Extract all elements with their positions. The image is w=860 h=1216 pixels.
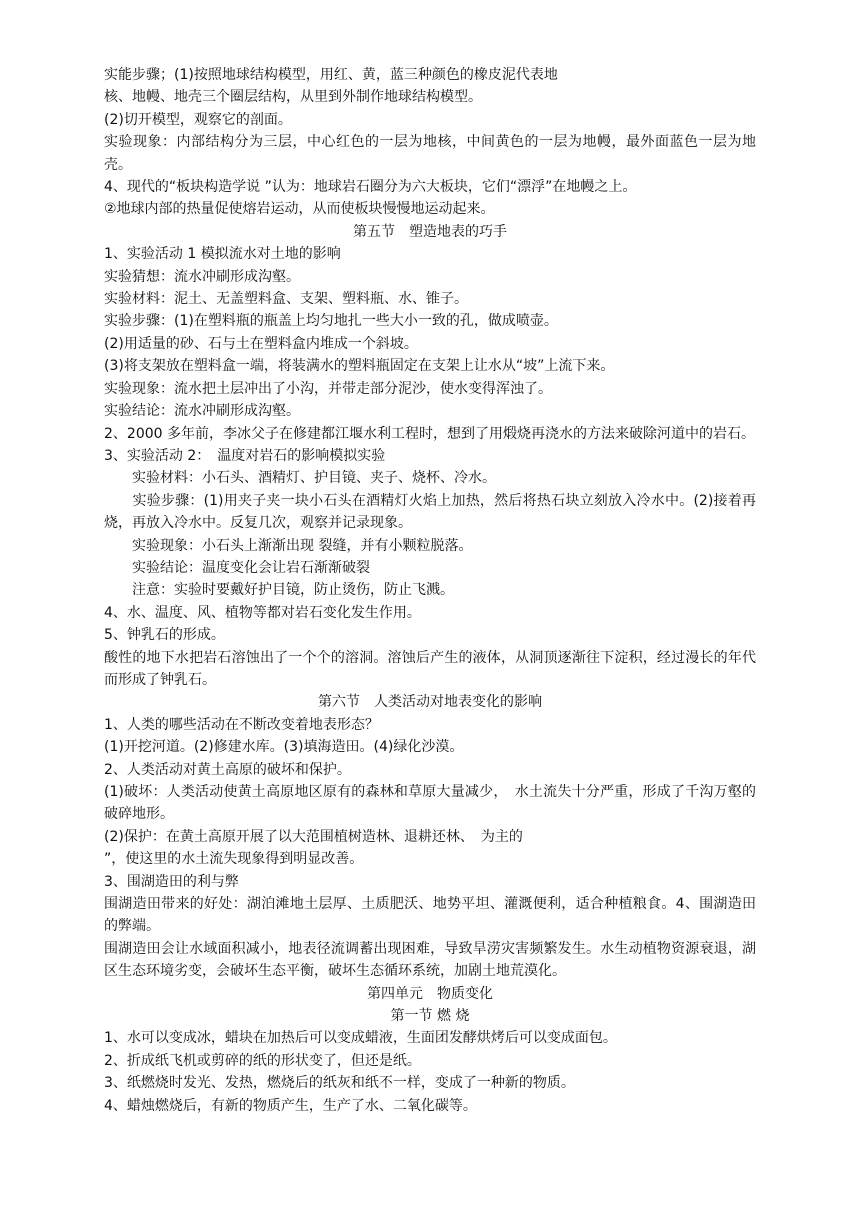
text-line: 实验现象：小石头上渐渐出现 裂缝，并有小颗粒脱落。 (132, 537, 473, 554)
text-line: 1、实验活动 1 模拟流水对土地的影响 (104, 246, 341, 263)
text-line: 实验步骤：(1)在塑料瓶的瓶盖上均匀地扎一些大小一致的孔，做成喷壶。 (104, 313, 558, 330)
text-line: 4、蜡烛燃烧后，有新的物质产生，生产了水、二氧化碳等。 (104, 1097, 477, 1114)
section-heading: 第六节 人类活动对地表变化的影响 (318, 694, 542, 711)
text-line: 实验结论：温度变化会让岩石渐渐破裂 (132, 559, 370, 576)
text-line: 实验材料：泥土、无盖塑料盒、支架、塑料瓶、水、锥子。 (104, 291, 468, 308)
text-line: 实验步骤：(1)用夹子夹一块小石头在酒精灯火焰上加热，然后将热石块立刻放入冷水中。(2)接着再烧，再放入冷水中。反复几次，观察并记录现象。 (104, 492, 756, 532)
text-line: (2)切开模型，观察它的剖面。 (104, 111, 292, 128)
text-line: 2、折成纸飞机或剪碎的纸的形状变了，但还是纸。 (104, 1052, 421, 1069)
text-line: ”，使这里的水土流失现象得到明显改善。 (104, 851, 364, 868)
text-line: 实验现象：流水把土层冲出了小沟，并带走部分泥沙，使水变得浑浊了。 (104, 380, 552, 397)
text-line: 2、2000 多年前，李冰父子在修建都江堰水利工程时，想到了用煅烧再浇水的方法来破除河道中的岩石。 (104, 425, 755, 442)
text-line: 4、现代的“板块构造学说 ”认为：地球岩石圈分为六大板块，它们“漂浮”在地幔之上。 (104, 179, 637, 196)
text-line: 围湖造田带来的好处：湖泊滩地土层厚、土质肥沃、地势平坦、灌溉便利，适合种植粮食。4、围湖造田的弊端。 (104, 896, 756, 935)
section-heading: 第一节 燃 烧 (390, 1008, 470, 1025)
text-line: 5、钟乳石的形成。 (104, 627, 225, 644)
text-line: 实验结论：流水冲刷形成沟壑。 (104, 403, 300, 420)
text-line: 4、水、温度、风、植物等都对岩石变化发生作用。 (104, 604, 421, 621)
text-line: 核、地幔、地壳三个圈层结构，从里到外制作地球结构模型。 (104, 89, 482, 106)
text-line: 1、水可以变成冰，蜡块在加热后可以变成蜡液，生面团发酵烘烤后可以变成面包。 (104, 1030, 617, 1047)
section-heading: 第五节 塑造地表的巧手 (353, 223, 507, 240)
text-line: 3、实验活动 2： 温度对岩石的影响模拟实验 (104, 447, 386, 464)
text-line: 2、人类活动对黄土高原的破坏和保护。 (104, 761, 351, 778)
text-line: ②地球内部的热量促使熔岩运动，从而使板块慢慢地运动起来。 (104, 201, 495, 218)
document-body (104, 64, 756, 1117)
text-line: (2)用适量的砂、石与土在塑料盒内堆成一个斜坡。 (104, 335, 418, 352)
text-line: 注意：实验时要戴好护目镜，防止烫伤，防止飞溅。 (132, 582, 454, 599)
text-line: 实验现象：内部结构分为三层，中心红色的一层为地核，中间黄色的一层为地幔，最外面蓝色一层为地壳。 (104, 134, 756, 173)
text-line: 3、纸燃烧时发光、发热，燃烧后的纸灰和纸不一样，变成了一种新的物质。 (104, 1075, 575, 1092)
text-line: 实验材料：小石头、酒精灯、护目镜、夹子、烧杯、冷水。 (132, 470, 496, 487)
text-line: 实验猜想：流水冲刷形成沟壑。 (104, 268, 300, 285)
text-line: (1)破坏：人类活动使黄土高原地区原有的森林和草原大量减少， 水土流失十分严重，形成了千沟万壑的破碎地形。 (104, 784, 756, 823)
text-line: 1、人类的哪些活动在不断改变着地表形态？ (104, 716, 379, 733)
section-heading: 第四单元 物质变化 (367, 985, 493, 1002)
text-line: (3)将支架放在塑料盒一端，将装满水的塑料瓶固定在支架上让水从“坡”上流下来。 (104, 358, 615, 375)
text-line: 实能步骤；(1)按照地球结构模型，用红、黄，蓝三种颜色的橡皮泥代表地 (104, 67, 558, 83)
text-line: 3、围湖造田的利与弊 (104, 873, 239, 890)
text-line: (2)保护：在黄土高原开展了以大范围植树造林、退耕还林、 为主的 (104, 828, 523, 845)
text-line: (1)开挖河道。(2)修建水库。(3)填海造田。(4)绿化沙漠。 (104, 739, 464, 756)
text-line: 酸性的地下水把岩石溶蚀出了一个个的溶洞。溶蚀后产生的液体，从洞顶逐渐往下淀积，经过漫长的年代而形成了钟乳石。 (104, 649, 756, 688)
text-line: 围湖造田会让水域面积减小，地表径流调蓄出现困难，导致旱涝灾害频繁发生。水生动植物资源衰退，湖区生态环境劣变，会破坏生态平衡，破坏生态循环系统，加剧土地荒漠化。 (104, 940, 756, 980)
